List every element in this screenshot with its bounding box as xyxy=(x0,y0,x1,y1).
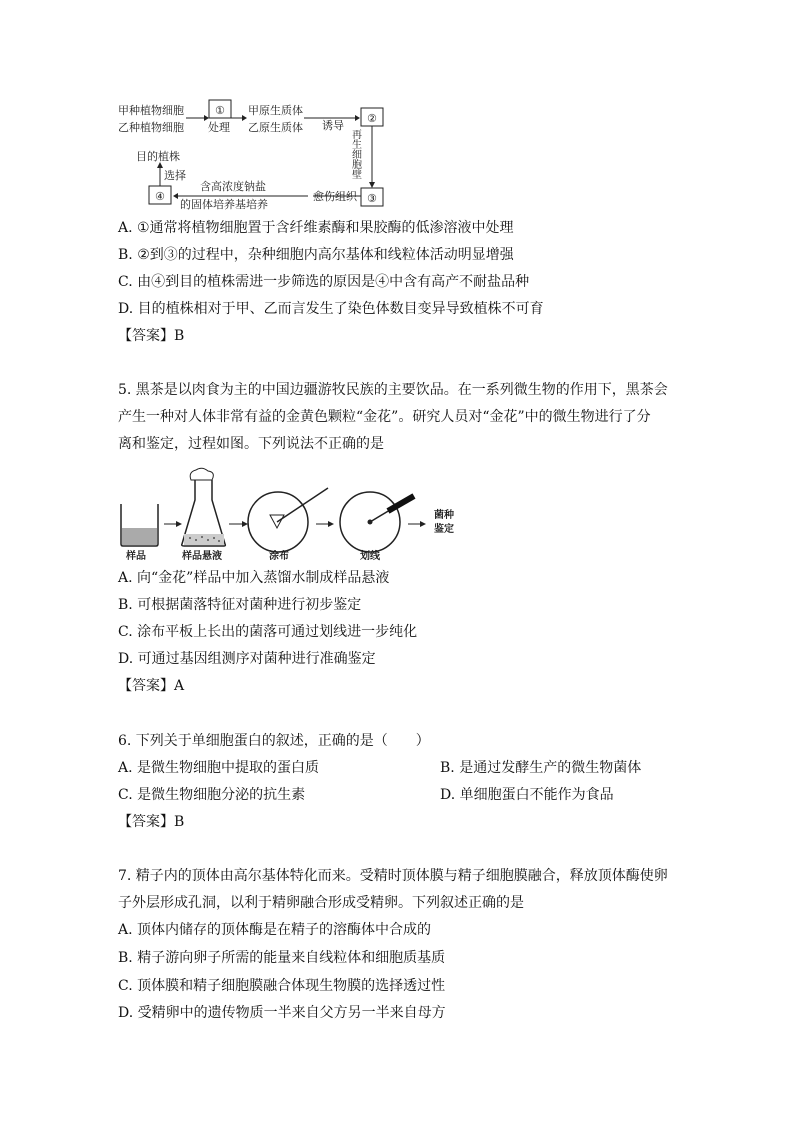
cell-b-label: 乙种植物细胞 xyxy=(118,121,184,134)
q5-answer: 【答案】A xyxy=(118,678,185,694)
step-4-marker: ④ xyxy=(155,190,165,203)
q5-stem-line-3: 离和鉴定，过程如图。下列说法不正确的是 xyxy=(118,436,384,452)
medium-line-1: 含高浓度钠盐 xyxy=(200,180,266,193)
q6-option-d: D. 单细胞蛋白不能作为食品 xyxy=(440,787,614,803)
regen-wall-char: 生 xyxy=(352,140,362,151)
q4-option-d: D. 目的植株相对于甲、乙而言发生了染色体数目变异导致植株不可育 xyxy=(118,301,544,317)
q7-option-b: B. 精子游向卵子所需的能量来自线粒体和细胞质基质 xyxy=(118,950,446,966)
q4-option-a: A. ①通常将植物细胞置于含纤维素酶和果胶酶的低渗溶液中处理 xyxy=(118,220,514,236)
identify-label-2: 鉴定 xyxy=(434,524,454,535)
streak-plate-icon xyxy=(340,492,414,552)
regen-wall-char: 再 xyxy=(352,130,362,141)
q7-option-d: D. 受精卵中的遗传物质一半来自父方另一半来自母方 xyxy=(118,1005,446,1021)
q5-option-c: C. 涂布平板上长出的菌落可通过划线进一步纯化 xyxy=(118,624,418,640)
q7-option-a: A. 顶体内储存的顶体酶是在精子的溶酶体中合成的 xyxy=(118,922,432,938)
flask-icon xyxy=(182,468,226,546)
q6-option-b: B. 是通过发酵生产的微生物菌体 xyxy=(440,760,642,776)
step-3-marker: ③ xyxy=(367,192,377,205)
protoplast-b-label: 乙原生质体 xyxy=(248,121,303,134)
q6-option-c: C. 是微生物细胞分泌的抗生素 xyxy=(118,787,306,803)
protoplast-a-label: 甲原生质体 xyxy=(248,104,303,117)
induce-label: 诱导 xyxy=(322,119,344,132)
q7-stem-line-1: 7. 精子内的顶体由高尔基体特化而来。受精时顶体膜与精子细胞膜融合，释放顶体酶使卵 xyxy=(118,868,668,884)
spread-plate-icon xyxy=(248,488,328,552)
q4-answer: 【答案】B xyxy=(118,328,185,344)
q7-stem-line-2: 子外层形成孔洞，以利于精卵融合形成受精卵。下列叙述正确的是 xyxy=(118,895,524,911)
sample-label: 样品 xyxy=(126,551,146,562)
q4-option-b: B. ②到③的过程中，杂种细胞内高尔基体和线粒体活动明显增强 xyxy=(118,247,514,263)
beaker-icon xyxy=(121,504,158,546)
spread-label: 涂布 xyxy=(269,551,289,562)
step-2-marker: ② xyxy=(367,112,377,125)
identify-label-1: 菌种 xyxy=(434,510,454,521)
callus-label: 愈伤组织 xyxy=(313,190,357,203)
q5-stem-line-1: 5. 黑茶是以肉食为主的中国边疆游牧民族的主要饮品。在一系列微生物的作用下，黑茶会 xyxy=(118,382,668,398)
q6-stem: 6. 下列关于单细胞蛋白的叙述，正确的是（ ） xyxy=(118,733,430,749)
q5-option-b: B. 可根据菌落特征对菌种进行初步鉴定 xyxy=(118,597,362,613)
step-1-marker: ① xyxy=(215,104,225,117)
microbe-isolation-diagram xyxy=(118,466,463,564)
streak-label: 划线 xyxy=(360,551,380,562)
cell-a-label: 甲种植物细胞 xyxy=(118,104,184,117)
q5-option-d: D. 可通过基因组测序对菌种进行准确鉴定 xyxy=(118,651,376,667)
q5-option-a: A. 向“金花”样品中加入蒸馏水制成样品悬液 xyxy=(118,570,390,586)
q7-option-c: C. 顶体膜和精子细胞膜融合体现生物膜的选择透过性 xyxy=(118,978,446,994)
regen-wall-char: 壁 xyxy=(352,170,362,181)
q5-stem-line-2: 产生一种对人体非常有益的金黄色颗粒“金花”。研究人员对“金花”中的微生物进行了分 xyxy=(118,409,651,425)
q6-option-a: A. 是微生物细胞中提取的蛋白质 xyxy=(118,760,320,776)
q6-answer: 【答案】B xyxy=(118,814,185,830)
select-label: 选择 xyxy=(164,169,186,182)
q4-option-c: C. 由④到目的植株需进一步筛选的原因是④中含有高产不耐盐品种 xyxy=(118,274,530,290)
hybridization-flow-diagram xyxy=(118,96,400,212)
step-1-label: 处理 xyxy=(208,121,230,134)
target-plant-label: 目的植株 xyxy=(136,150,180,163)
suspension-label: 样品悬液 xyxy=(182,551,222,562)
regen-wall-char: 细 xyxy=(352,150,362,161)
regen-wall-char: 胞 xyxy=(352,160,362,171)
medium-line-2: 的固体培养基培养 xyxy=(180,198,268,211)
